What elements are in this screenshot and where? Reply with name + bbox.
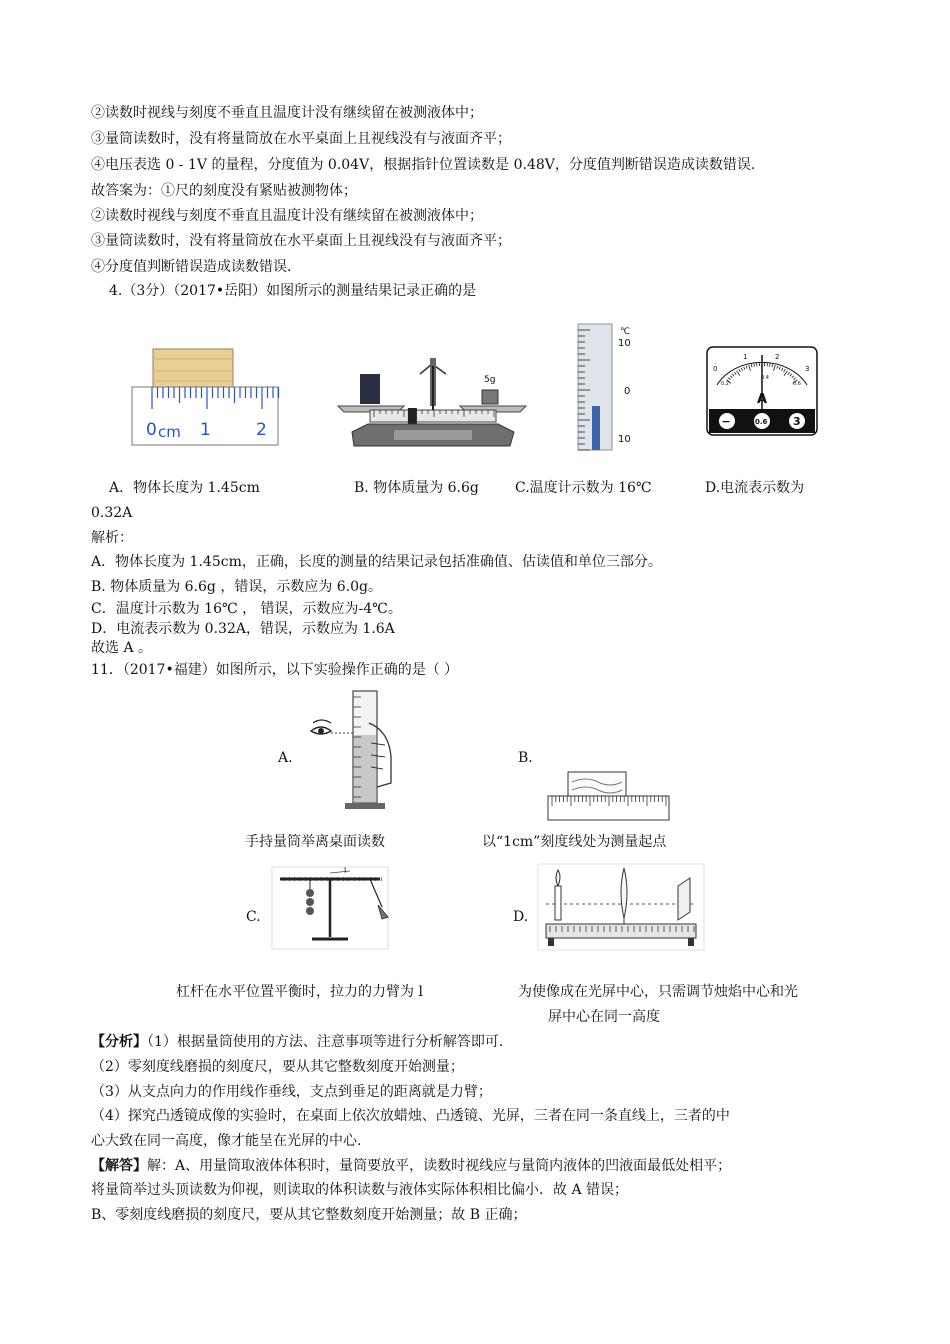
text-line: ③量筒读数时，没有将量筒放在水平桌面上且视线没有与液面齐平；	[91, 131, 511, 147]
analysis-line: （3）从支点向力的作用线作垂线，支点到垂足的距离就是力臂；	[91, 1084, 492, 1100]
thermometer-figure	[572, 322, 642, 452]
scale-label: 0.4	[761, 375, 769, 381]
ruler-block-figure	[546, 770, 671, 824]
text-line: ②读数时视线与刻度不垂直且温度计没有继续留在被测液体中；	[91, 208, 483, 224]
analysis-line: D．电流表示数为 0.32A，错误，示数应为 1.6A	[91, 621, 395, 637]
cylinder-figure	[305, 683, 405, 813]
text-line: ③量筒读数时，没有将量筒放在水平桌面上且视线没有与液面齐平；	[91, 233, 511, 249]
terminal-minus: −	[721, 415, 731, 428]
text-line: 故答案为：①尺的刻度没有紧贴被测物体；	[91, 183, 357, 199]
scale-label: 0	[713, 365, 718, 373]
option-a: A．物体长度为 1.45cm	[109, 480, 260, 496]
option-d-cont: 0.32A	[91, 505, 133, 521]
analysis-text: （1）根据量筒使用的方法、注意事项等进行分析解答即可.	[147, 1034, 504, 1050]
analysis-line: （2）零刻度线磨损的刻度尺，要从其它整数刻度开始测量；	[91, 1059, 464, 1075]
figure-label-b: B.	[518, 750, 533, 766]
ammeter-figure	[705, 345, 819, 438]
scale-label: 2	[775, 353, 780, 361]
figure-label-a: A.	[278, 750, 293, 766]
solution-tag: 【解答】	[91, 1158, 147, 1174]
ruler-tick-label: 0	[146, 420, 157, 440]
caption-c: 杠杆在水平位置平衡时，拉力的力臂为 l	[176, 984, 423, 1000]
option-c: C.温度计示数为 16℃	[515, 480, 652, 496]
text-line: ④分度值判断错误造成读数错误.	[91, 259, 292, 275]
figure-label-d: D.	[513, 909, 529, 925]
figure-label-c: C.	[246, 909, 261, 925]
option-d: D.电流表示数为	[705, 480, 805, 496]
lever-figure	[270, 865, 390, 951]
caption-d: 为使像成在光屏中心，只需调节烛焰中心和光	[518, 984, 798, 1000]
solution-text: 解：A、用量筒取液体体积时，量筒要放平，读数时视线应与量筒内液体的凹液面最低处相平；	[147, 1158, 732, 1174]
scale-label: 10	[618, 338, 631, 349]
tick-mark	[770, 364, 771, 367]
ruler-tick-label: 1	[200, 420, 211, 440]
option-b: B. 物体质量为 6.6g	[354, 480, 479, 496]
ammeter-symbol: A	[757, 392, 768, 407]
rider	[408, 408, 417, 424]
scale-label: 10	[618, 434, 631, 445]
scale-label: 1	[743, 353, 748, 361]
analysis-line: C．温度计示数为 16℃ ， 错误，示数应为-4℃。	[91, 601, 402, 617]
caption-b: 以“1cm”刻度线处为测量起点	[482, 834, 667, 850]
weight-label: 5g	[484, 375, 496, 385]
scale-label: 0.6	[793, 381, 801, 387]
solution-line	[91, 1157, 731, 1175]
question-stem: 11．（2017•福建）如图所示，以下实验操作正确的是（ ）	[91, 662, 459, 678]
optical-bench-figure	[536, 862, 706, 952]
solution-line: B、零刻度线磨损的刻度尺，要从其它整数刻度开始测量；故 B 正确；	[91, 1207, 527, 1223]
scale-label: 0.2	[721, 381, 729, 387]
analysis-line	[91, 1033, 503, 1051]
ruler-unit: cm	[158, 423, 181, 441]
analysis-line: A．物体长度为 1.45cm，正确，长度的测量的结果记录包括准确值、估读值和单位三部分。	[91, 554, 662, 570]
analysis-title: 解析：	[91, 530, 133, 546]
analysis-tag: 【分析】	[91, 1034, 147, 1050]
scale-label: 0	[624, 386, 631, 397]
ruler-figure	[130, 345, 280, 447]
analysis-line: 心大致在同一高度，像才能呈在光屏的中心.	[91, 1133, 362, 1149]
lever-arm-label: l	[344, 866, 347, 875]
caption-a: 手持量筒举离桌面读数	[245, 834, 385, 850]
text-line: ④电压表选 0 - 1V 的量程，分度值为 0.04V，根据指针位置读数是 0.48V，分度值判断错误造成读数错误.	[91, 157, 756, 173]
balance-figure	[334, 356, 530, 451]
analysis-line: （4）探究凸透镜成像的实验时，在桌面上依次放蜡烛、凸透镜、光屏，三者在同一条直线上，三者的中	[91, 1108, 730, 1124]
text-line: ②读数时视线与刻度不垂直且温度计没有继续留在被测液体中；	[91, 105, 483, 121]
analysis-line: B. 物体质量为 6.6g ，错误，示数应为 6.0g。	[91, 579, 382, 595]
caption-d-cont: 屏中心在同一高度	[548, 1009, 660, 1025]
terminal-3: 3	[793, 415, 801, 428]
terminal-06: 0.6	[755, 418, 768, 426]
question-stem: 4.（3分）（2017•岳阳）如图所示的测量结果记录正确的是	[109, 283, 477, 299]
ruler-tick-label: 2	[256, 420, 267, 440]
answer-line: 故选 A 。	[91, 640, 153, 656]
tick-mark	[754, 364, 755, 367]
liquid-column	[592, 406, 600, 450]
unit-label: ℃	[620, 327, 631, 337]
scale-label: 3	[805, 365, 810, 373]
solution-line: 将量筒举过头顶读数为仰视，则读取的体积读数与液体实际体积相比偏小．故 A 错误；	[91, 1182, 629, 1198]
